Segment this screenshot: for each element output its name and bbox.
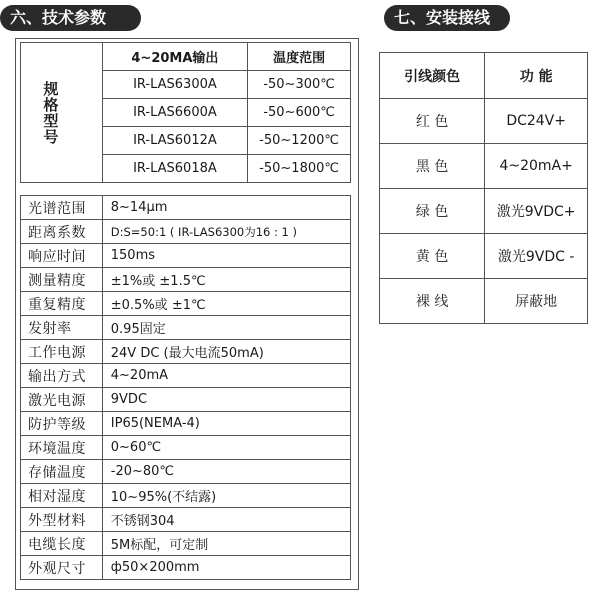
spec-label: 电缆长度: [21, 532, 103, 556]
table-row: [21, 556, 351, 580]
table-row: [21, 364, 351, 388]
spec-value: ф50×200mm: [102, 556, 350, 580]
spec-label: 距离系数: [21, 220, 103, 244]
range-cell: -50~600℃: [248, 99, 351, 127]
spec-value: IP65(NEMA-4): [102, 412, 350, 436]
wire-function-cell: 激光9VDC+: [485, 189, 588, 234]
tech-params-title: 六、技术参数: [0, 5, 141, 31]
spec-value: 24V DC (最大电流50mA): [102, 340, 350, 364]
spec-value: 9VDC: [102, 388, 350, 412]
wiring-title: 七、安装接线: [384, 5, 510, 31]
spec-value: 0~60℃: [102, 436, 350, 460]
wire-color-cell: 红 色: [380, 99, 485, 144]
table-row: [21, 196, 351, 220]
model-cell: IR-LAS6012A: [102, 127, 248, 155]
table-row: [21, 388, 351, 412]
output-header: 4~20MA输出: [102, 43, 248, 71]
table-row: [380, 189, 588, 234]
spec-label: 相对湿度: [21, 484, 103, 508]
table-row: [21, 508, 351, 532]
spec-label: 发射率: [21, 316, 103, 340]
wire-function-cell: 激光9VDC -: [485, 234, 588, 279]
table-row: [21, 292, 351, 316]
wire-function-cell: 屏蔽地: [485, 279, 588, 324]
wire-color-header: 引线颜色: [380, 53, 485, 99]
spec-label: 工作电源: [21, 340, 103, 364]
spec-value: ±1%或 ±1.5℃: [102, 268, 350, 292]
table-row: [21, 220, 351, 244]
spec-value: -20~80℃: [102, 460, 350, 484]
model-vertical-label: 规格型号: [21, 43, 103, 183]
spec-label: 外型材料: [21, 508, 103, 532]
wire-color-cell: 绿 色: [380, 189, 485, 234]
wire-function-header: 功 能: [485, 53, 588, 99]
wire-color-cell: 黄 色: [380, 234, 485, 279]
wiring-table-header: [380, 53, 588, 99]
table-row: [380, 279, 588, 324]
model-table-header: [21, 43, 351, 71]
spec-value: 10~95%(不结露): [102, 484, 350, 508]
model-cell: IR-LAS6300A: [102, 71, 248, 99]
spec-label: 光谱范围: [21, 196, 103, 220]
spec-label: 重复精度: [21, 292, 103, 316]
model-cell: IR-LAS6018A: [102, 155, 248, 183]
table-row: [21, 484, 351, 508]
table-row: [21, 268, 351, 292]
range-cell: -50~1800℃: [248, 155, 351, 183]
table-row: [380, 99, 588, 144]
table-row: [21, 532, 351, 556]
spec-value: 8~14μm: [102, 196, 350, 220]
model-table: [20, 42, 351, 183]
spec-label: 响应时间: [21, 244, 103, 268]
wire-color-cell: 黑 色: [380, 144, 485, 189]
table-row: [21, 460, 351, 484]
range-cell: -50~300℃: [248, 71, 351, 99]
spec-value: 5M标配，可定制: [102, 532, 350, 556]
model-cell: IR-LAS6600A: [102, 99, 248, 127]
spec-label: 测量精度: [21, 268, 103, 292]
table-row: [380, 234, 588, 279]
spec-value: 150ms: [102, 244, 350, 268]
spec-value: D:S=50:1 ( IR-LAS6300为16 : 1 ): [102, 220, 350, 244]
table-row: [21, 244, 351, 268]
spec-label: 存储温度: [21, 460, 103, 484]
wire-color-cell: 裸 线: [380, 279, 485, 324]
spec-label: 输出方式: [21, 364, 103, 388]
spec-value: 不锈钢304: [102, 508, 350, 532]
wire-function-cell: 4~20mA+: [485, 144, 588, 189]
range-header: 温度范围: [248, 43, 351, 71]
range-cell: -50~1200℃: [248, 127, 351, 155]
table-row: [21, 412, 351, 436]
spec-label: 激光电源: [21, 388, 103, 412]
table-row: [21, 436, 351, 460]
spec-label: 环境温度: [21, 436, 103, 460]
spec-value: ±0.5%或 ±1℃: [102, 292, 350, 316]
spec-value: 0.95固定: [102, 316, 350, 340]
wire-function-cell: DC24V+: [485, 99, 588, 144]
table-row: [21, 316, 351, 340]
table-row: [380, 144, 588, 189]
table-row: [21, 340, 351, 364]
spec-label: 外观尺寸: [21, 556, 103, 580]
wiring-table: [379, 52, 588, 324]
spec-label: 防护等级: [21, 412, 103, 436]
spec-value: 4~20mA: [102, 364, 350, 388]
spec-table: [20, 195, 351, 580]
